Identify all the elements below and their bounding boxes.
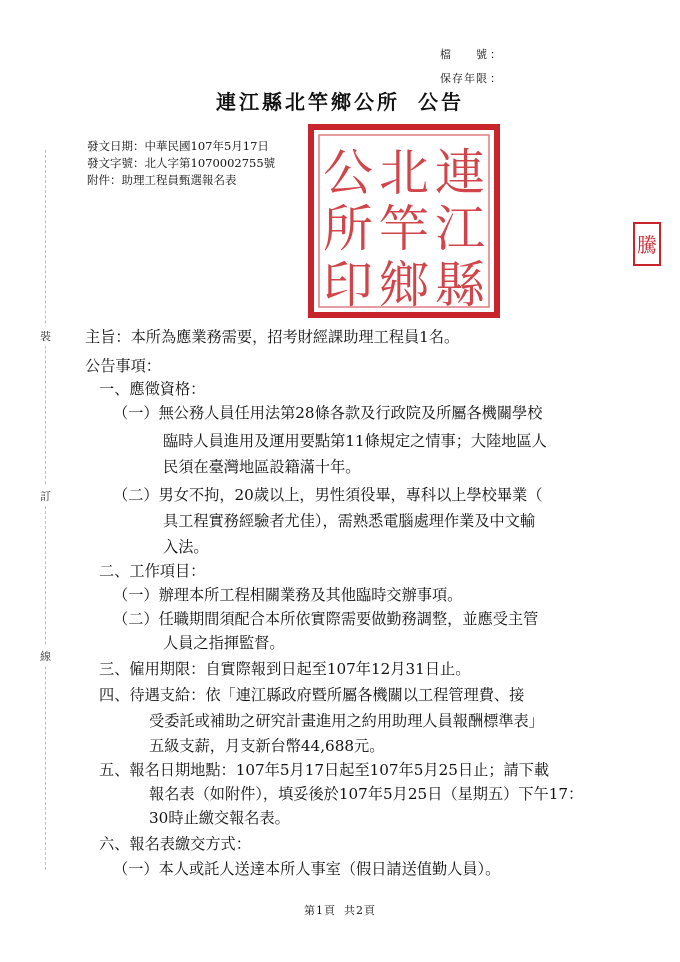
page-total: 共2頁 bbox=[344, 904, 376, 917]
binding-char-ding: 訂 bbox=[40, 486, 51, 506]
seal-char: 竿 bbox=[379, 200, 429, 258]
section-4: 四、待遇支給：依「連江縣政府暨所屬各機關以工程管理費、接 bbox=[99, 686, 525, 704]
side-stamp-char: 騰 bbox=[637, 233, 657, 257]
binding-char-zhuang: 裝 bbox=[40, 326, 51, 346]
section-1-item-2-cont: 具工程實務經驗者尤佳），需熟悉電腦處理作業及中文輸 bbox=[163, 512, 536, 530]
section-1-item-1-cont: 民須在臺灣地區設籍滿十年。 bbox=[163, 458, 361, 476]
section-5-cont: 30時止繳交報名表。 bbox=[149, 809, 290, 827]
seal-char: 北 bbox=[379, 144, 429, 202]
side-stamp bbox=[633, 222, 661, 266]
section-5: 五、報名日期地點：107年5月17日起至107年5月25日止；請下載 bbox=[99, 761, 550, 779]
section-5-cont: 報名表（如附件），填妥後於107年5月25日（星期五）下午17： bbox=[149, 785, 584, 803]
seal-char: 印 bbox=[323, 256, 373, 314]
announcement-heading: 公告事項： bbox=[85, 357, 161, 375]
attachment: 附件：助理工程員甄選報名表 bbox=[87, 173, 237, 187]
seal-char: 公 bbox=[323, 144, 373, 202]
section-2-heading: 二、工作項目： bbox=[99, 562, 206, 580]
title-notice: 公告 bbox=[418, 90, 464, 114]
document-number: 發文字號：北人字第1070002755號 bbox=[87, 156, 276, 170]
section-1-item-2: （二）男女不拘，20歲以上，男性須役畢，專科以上學校畢業（ bbox=[113, 486, 543, 504]
page-footer bbox=[0, 902, 680, 918]
document-meta bbox=[87, 138, 275, 189]
seal-char: 鄉 bbox=[379, 256, 429, 314]
section-1-item-1-cont: 臨時人員進用及運用要點第11條規定之情事；大陸地區人 bbox=[163, 432, 547, 450]
page-title bbox=[0, 86, 680, 115]
section-4-cont: 五級支薪，月支新台幣44,688元。 bbox=[149, 737, 385, 755]
section-6-item-1: （一）本人或託人送達本所人事室（假日請送值勤人員）。 bbox=[113, 860, 501, 878]
section-1-item-2-cont: 入法。 bbox=[163, 538, 209, 556]
binding-line bbox=[45, 150, 46, 870]
section-1-item-1: （一）無公務人員任用法第28條各款及行政院及所屬各機關學校 bbox=[113, 404, 543, 422]
subject-line: 主旨：本所為應業務需要，招考財經課助理工程員1名。 bbox=[85, 328, 460, 346]
section-3: 三、僱用期限：自實際報到日起至107年12月31日止。 bbox=[99, 660, 471, 678]
section-2-item-2-cont: 人員之指揮監督。 bbox=[163, 634, 285, 652]
section-2-item-2: （二）任職期間須配合本所依實際需要做勤務調整，並應受主管 bbox=[113, 610, 539, 628]
section-1-heading: 一、應徵資格： bbox=[99, 380, 206, 398]
archive-number: 檔 號 ： bbox=[440, 48, 502, 61]
retention-period: 保存年限 ： bbox=[440, 72, 502, 85]
seal-char: 連 bbox=[435, 144, 485, 202]
title-organization: 連江縣北竿鄉公所 bbox=[216, 90, 400, 114]
section-2-item-1: （一）辦理本所工程相關業務及其他臨時交辦事項。 bbox=[113, 586, 463, 604]
seal-char: 縣 bbox=[435, 256, 485, 314]
page-number: 第1頁 bbox=[304, 904, 336, 917]
binding-char-xian: 線 bbox=[40, 646, 51, 666]
seal-char: 江 bbox=[435, 200, 485, 258]
official-seal bbox=[308, 124, 500, 318]
issue-date: 發文日期：中華民國107年5月17日 bbox=[87, 139, 269, 153]
section-6-heading: 六、報名表繳交方式： bbox=[99, 835, 251, 853]
seal-char: 所 bbox=[323, 200, 373, 258]
section-4-cont: 受委託或補助之研究計畫進用之約用助理人員報酬標準表」 bbox=[149, 712, 544, 730]
